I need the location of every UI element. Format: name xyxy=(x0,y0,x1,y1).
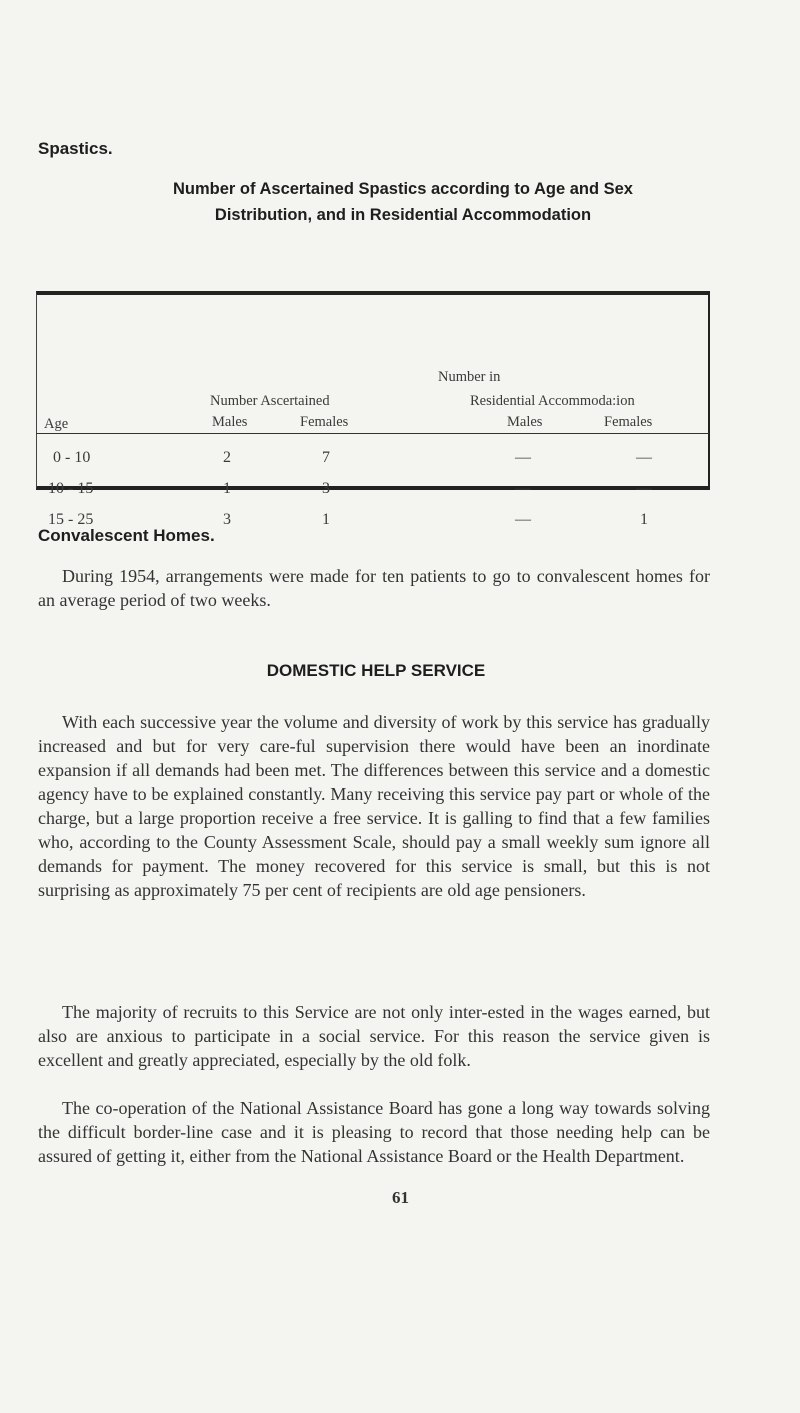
paragraph-domestic-1 xyxy=(38,710,710,902)
header-res-females: Females xyxy=(604,414,653,430)
row-2-res-females: — xyxy=(636,480,652,497)
page-number: 61 xyxy=(392,1188,409,1207)
paragraph-domestic-3 xyxy=(38,1096,710,1168)
row-1-age: 0 - 10 xyxy=(53,449,91,466)
table-header-rule xyxy=(36,433,709,434)
row-2-age: 10 - 15 xyxy=(48,480,94,497)
table-caption-line-2: Distribution, and in Residential Accommodation xyxy=(214,206,592,224)
row-3-asc-females: 1 xyxy=(322,511,330,528)
paragraph-domestic-1-text: With each successive year the volume and diversity of work by this service has gradually increased and but for very care-ful supervision there would have been an inordinate expansion if all demands had been met. The differences between this service and a domestic agency have to be explained constantly. Many receiving this service pay part or whole of the charge, but a large proportion receive a free service. It is galling to find that a few families who, according to the County Assessment Scale, should pay a small weekly sum ignore all demands for payment. The money recovered for this service is small, but this is not surprising as approximately 75 per cent of recipients are old age pensioners. xyxy=(38,712,710,900)
spastics-table xyxy=(36,291,710,490)
header-asc-females: Females xyxy=(300,414,349,430)
row-3-res-females: 1 xyxy=(640,511,648,528)
header-asc-males: Males xyxy=(212,414,248,430)
header-residential-line-2: Residential Accommoda:ion xyxy=(470,393,635,409)
paragraph-convalescent-text: During 1954, arrangements were made for ten patients to go to convalescent homes for an average period of two weeks. xyxy=(38,566,710,610)
row-1-res-females: — xyxy=(636,449,652,466)
paragraph-domestic-3-text: The co-operation of the National Assistance Board has gone a long way towards solving the difficult border-line case and it is pleasing to record that those needing help can be assured of getting it, either from the National Assistance Board or the Health Department. xyxy=(38,1098,710,1166)
row-3-age: 15 - 25 xyxy=(48,511,94,528)
row-1-asc-females: 7 xyxy=(322,449,330,466)
row-3-asc-males: 3 xyxy=(223,511,231,528)
row-3-res-males: — xyxy=(515,511,531,528)
table-caption xyxy=(38,176,768,228)
paragraph-domestic-2 xyxy=(38,1000,710,1072)
paragraph-convalescent xyxy=(38,564,710,612)
header-res-males: Males xyxy=(507,414,543,430)
section-heading-domestic-help: DOMESTIC HELP SERVICE xyxy=(266,661,486,680)
row-2-asc-males: 1 xyxy=(223,480,231,497)
table-caption-line-1: Number of Ascertained Spastics according to Age and Sex xyxy=(173,180,633,198)
header-ascertained: Number Ascertained xyxy=(210,393,330,409)
paragraph-domestic-2-text: The majority of recruits to this Service are not only inter-ested in the wages earned, but also are anxious to participate in a social service. For this reason the service given is excellent and greatly appreciated, especially by the old folk. xyxy=(38,1002,710,1070)
row-1-asc-males: 2 xyxy=(223,449,231,466)
header-residential-line-1: Number in xyxy=(438,369,501,385)
section-heading-convalescent: Convalescent Homes. xyxy=(38,526,215,545)
row-1-res-males: — xyxy=(515,449,531,466)
row-2-asc-females: 3 xyxy=(322,480,330,497)
header-age: Age xyxy=(44,416,69,432)
row-2-res-males: — xyxy=(515,480,531,497)
section-heading-spastics: Spastics. xyxy=(38,139,113,158)
